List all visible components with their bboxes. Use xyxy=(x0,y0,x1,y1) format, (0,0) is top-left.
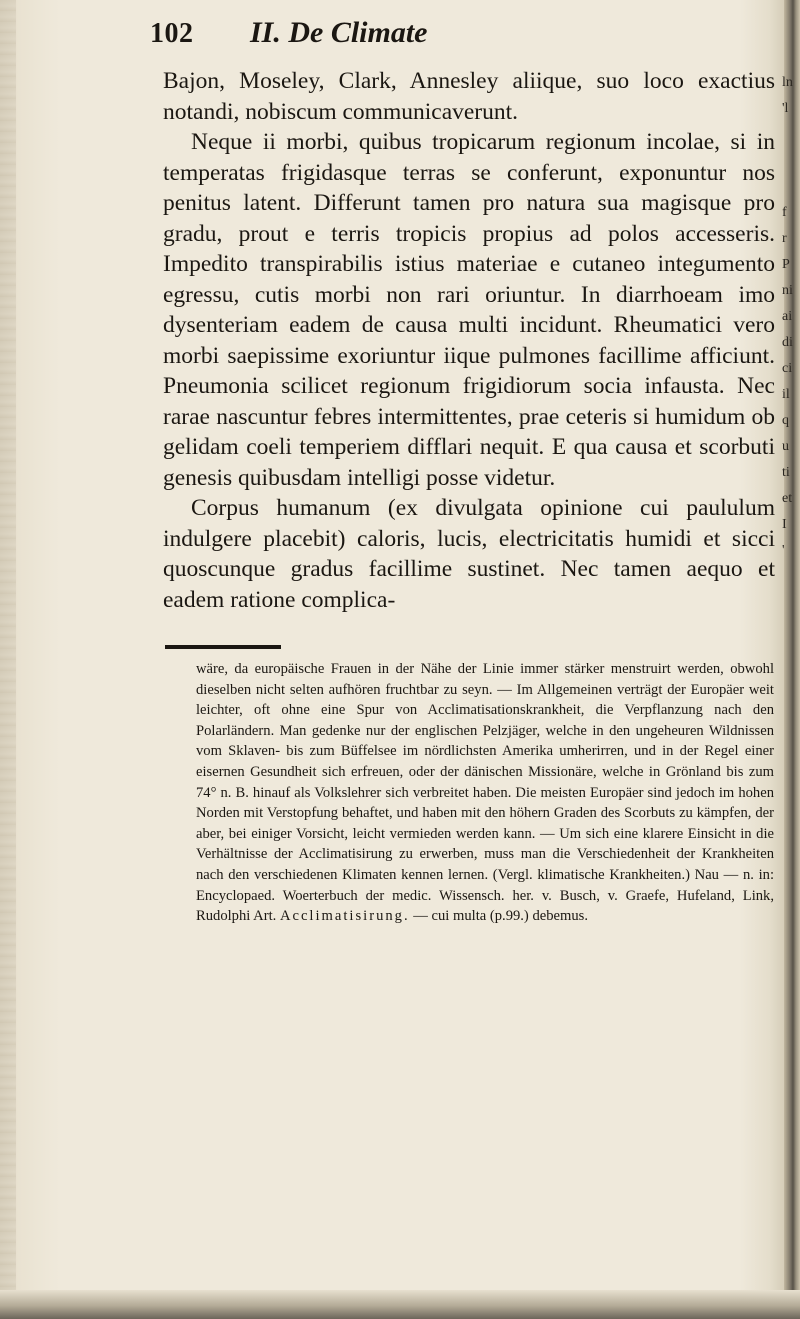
page-header xyxy=(150,14,710,58)
footnote-block xyxy=(196,659,774,927)
footnote-paragraph xyxy=(196,659,774,927)
footnote-separator-rule xyxy=(165,645,281,649)
main-paragraph-2: Neque ii morbi, quibus tropicarum regionum incolae, si in temperatas frigidasque terras se conferunt, exponuntur nos penitus latent. Differunt tamen pro natura sua magisque pro gradu, prout e terris tropicis propius ad polos accesseris. Impedito transpirabilis istius materiae e cutaneo integumento egressu, cutis morbi non rari oriuntur. In diarrhoeam imo dysenteriam eadem de causa multi incidunt. Rheumatici vero morbi saepissime exoriuntur iique pulmones facillime afficiunt. Pneumonia scilicet regionum frigidiorum socia infausta. Nec rarae nascuntur febres intermittentes, prae ceteris si humidum ob gelidam coeli temperiem difflari nequit. E qua causa et scorbuti genesis quibusdam intelligi posse videtur. xyxy=(163,129,775,491)
footnote-text-2: — cui multa (p.99.) debemus. xyxy=(413,908,588,925)
main-paragraph-1: Bajon, Moseley, Clark, Annesley aliique, suo loco exactius notandi, nobiscum communicaverunt. xyxy=(163,68,775,125)
left-page-edge xyxy=(0,0,16,1319)
main-text-block xyxy=(163,66,775,615)
adjacent-page-margin-text: ln 'l f r P ni ai di ci il q u ti et I ' xyxy=(782,75,793,558)
running-title: II. De Climate xyxy=(250,16,428,49)
main-paragraph-3: Corpus humanum (ex divulgata opinione cui paululum indulgere placebit) caloris, lucis, electricitatis humidi et sicci quoscunque gradus facillime sustinet. Nec tamen aequo et eadem ratione complica- xyxy=(163,495,775,613)
footnote-text-1: wäre, da europäische Frauen in der Nähe der Linie immer stärker menstruirt werden, obwohl dieselben nicht selten aufhören fruchtbar zu seyn. — Im Allgemeinen verträgt der Europäer weit leichter, oft ohne eine Spur von Acclimatisationskrankheit, die Verpflanzung nach den Polarländern. Man gedenke nur der englischen Pelzjäger, welche in den ungeheuren Wildnissen vom Sklaven- bis zum Büffelsee im nördlichsten Amerika umherirren, und in der Regel einer eisernen Gesundheit sich erfreuen, oder der dänischen Missionäre, welche in Grönland bis zum 74° n. B. hinauf als Volkslehrer sich verbreitet haben. Die meisten Europäer sind jedoch im hohen Norden mit Verstopfung behaftet, und haben mit den höhern Graden des Scorbuts zu kämpfen, der aber, bei einiger Vorsicht, leicht vermieden werden kann. — Um sich eine klarere Einsicht in die Verhältnisse der Acclimatisirung zu erwerben, muss man die Verschiedenheit der Krankheiten nach den verschiedenen Klimaten kennen lernen. (Vergl. klimatische Krankheiten.) Nau — n. in: Encyclopaed. Woerterbuch der medic. Wissensch. her. v. Busch, v. Graefe, Hufeland, Link, Rudolphi Art. xyxy=(196,661,774,925)
page-number: 102 xyxy=(150,18,194,49)
bottom-page-edge xyxy=(0,1290,800,1319)
footnote-spaced-term: Acclimatisirung. xyxy=(279,908,410,925)
